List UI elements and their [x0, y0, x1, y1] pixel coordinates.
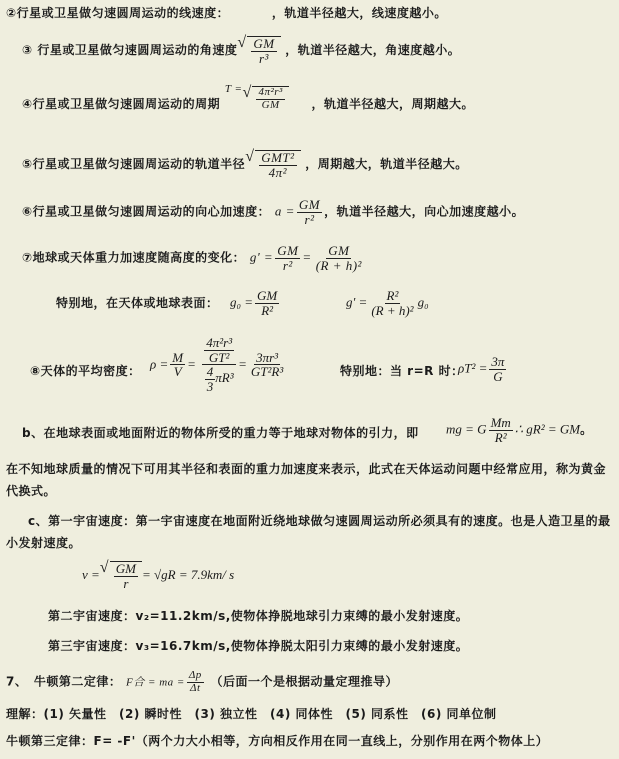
item-density-label: [30, 362, 141, 379]
item-conclusion: ，轨道半径越大，向心加速度越小。: [324, 204, 525, 219]
formula-numerator: GM: [257, 288, 278, 303]
formula-numerator: Mm: [490, 415, 511, 430]
item-text: 地球或天体重力加速度随高度的变化：: [32, 250, 246, 265]
item-gravity-height: [22, 244, 366, 272]
special-text: 特别地，在天体或地球表面：: [56, 296, 219, 310]
formula-denominator: (R + h)²: [315, 257, 362, 273]
item-centripetal-acceleration: [22, 198, 524, 226]
density-special-formula: [458, 355, 508, 383]
item-number: ③: [22, 43, 33, 58]
section-b-description: 在不知地球质量的情况下可用其半径和表面的重力加速度来表示，此式在天体运动问题中经常应用，称为黄金代换式。: [6, 462, 607, 498]
section-note: （后面一个是根据动量定理推导）: [210, 674, 398, 689]
formula-denominator: V: [173, 364, 182, 380]
formula-denominator: 4π²: [268, 164, 288, 180]
special-surface-formula-1: [230, 289, 281, 317]
formula-denominator: r²: [282, 257, 293, 273]
formula-denominator: r³: [259, 50, 269, 66]
formula-end: 。: [580, 422, 593, 437]
formula-denominator: (R + h)²: [371, 302, 414, 318]
formula-numerator: R²: [386, 288, 399, 303]
section-c-text: c、第一宇宙速度：第一宇宙速度在地面附近绕地球做匀速圆周运动所必须具有的速度。也是人造卫星的最小发射速度。: [6, 514, 611, 550]
item-number: ⑦: [22, 250, 33, 265]
formula-denominator: GT²R³: [250, 364, 284, 380]
item-conclusion: ，周期越大，轨道半径越大。: [305, 157, 468, 172]
formula-equals: =: [187, 356, 196, 372]
newton-third-law: 牛顿第三定律：F= -F'（两个力大小相等，方向相反作用在同一直线上，分别作用在两个物体上）: [6, 734, 549, 748]
item-number: ⑤: [22, 157, 33, 172]
item-number: ②: [6, 6, 17, 20]
formula-lhs: F合 = ma =: [126, 676, 185, 689]
item-linear-velocity: [6, 4, 447, 21]
formula-numerator: GM: [328, 243, 350, 258]
formula-lhs: ρT² =: [458, 360, 488, 376]
formula-denominator: GM: [261, 98, 280, 111]
section-b: [22, 424, 419, 441]
formula-lhs: a =: [274, 203, 295, 219]
second-cosmic-velocity: 第二宇宙速度：v₂=11.2km/s,使物体挣脱地球引力束缚的最小发射速度。: [48, 609, 469, 623]
formula-denominator: GT²: [208, 349, 230, 365]
formula-lhs: g' =: [346, 294, 368, 310]
density-special: [340, 362, 464, 379]
item-number: ⑧: [30, 364, 41, 378]
formula-result: = √gR = 7.9km/ s: [142, 567, 235, 583]
item-period: [22, 83, 475, 117]
special-surface: [56, 294, 219, 311]
item-orbit-radius: [22, 150, 468, 179]
special-surface-formula-2: [346, 289, 429, 317]
formula-numerator: √ GM: [115, 561, 137, 576]
formula-numerator: √ GM: [253, 36, 275, 51]
formula-lhs: g' =: [249, 249, 274, 265]
formula-numerator: √ 4π²r³: [258, 86, 283, 98]
formula-lhs: g₀ =: [230, 294, 254, 310]
item-text: 行星或卫星做匀速圆周运动的周期: [32, 97, 221, 112]
special-text: 特别地：当 r=R 时：: [340, 364, 464, 378]
formula-denominator: R²: [494, 429, 507, 445]
formula-result: ∴ gR² = GM: [514, 421, 581, 437]
formula-denominator: 3: [206, 378, 214, 394]
formula-numerator: GM: [298, 197, 321, 212]
item-conclusion: ，轨道半径越大，线速度越小。: [271, 6, 447, 20]
item-text: 行星或卫星做匀速圆周运动的轨道半径: [32, 157, 246, 172]
formula-numerator: Δp: [188, 669, 202, 681]
item-conclusion: ，轨道半径越大，角速度越小。: [285, 43, 461, 58]
item-number: ⑥: [22, 204, 33, 219]
item-text: 天体的平均密度：: [40, 364, 141, 378]
item-number: ④: [22, 97, 33, 112]
formula-tail: g₀: [417, 294, 429, 310]
formula-numerator: M: [172, 349, 184, 365]
first-cosmic-velocity-formula: [82, 561, 234, 590]
section-b-text: b、在地球表面或地面附近的物体所受的重力等于地球对物体的引力，即: [22, 426, 419, 440]
formula-equals: =: [302, 249, 312, 265]
formula-denominator: r: [123, 575, 129, 591]
third-cosmic-velocity: 第三宇宙速度：v₃=16.7km/s,使物体挣脱太阳引力束缚的最小发射速度。: [48, 639, 469, 653]
formula-numerator: GM: [277, 243, 299, 258]
density-formula: [150, 336, 287, 394]
formula-numerator: 4: [206, 364, 214, 380]
formula-denominator: G: [493, 368, 503, 384]
formula-lhs: v =: [82, 567, 100, 583]
formula-lhs: ρ =: [150, 356, 169, 372]
item-conclusion: ，轨道半径越大，周期越大。: [311, 97, 475, 112]
formula-lhs: mg = G: [446, 421, 487, 437]
understanding-list: 理解：(1) 矢量性 (2) 瞬时性 (3) 独立性 (4) 同体性 (5) 同系性 (6) 同单位制: [6, 707, 497, 721]
formula-denominator: R²: [261, 302, 274, 318]
formula-factor: πR³: [215, 370, 234, 386]
formula-denominator: r²: [304, 211, 315, 227]
item-text: 行星或卫星做匀速圆周运动的角速度: [37, 43, 238, 58]
newton-second-law: [6, 670, 398, 694]
formula-numerator: 3πr³: [256, 349, 279, 365]
formula-lhs: T =: [224, 83, 243, 96]
formula-numerator: 4π²r³: [206, 335, 233, 350]
item-text: 行星或卫星做匀速圆周运动的线速度：: [16, 6, 230, 20]
section-title: 7、 牛顿第二定律：: [6, 674, 122, 689]
section-b-formula: [446, 416, 593, 444]
formula-equals: =: [238, 356, 247, 372]
formula-numerator: 3π: [491, 354, 505, 369]
formula-numerator: √ GMT²: [261, 150, 295, 165]
formula-denominator: Δt: [190, 681, 201, 694]
item-angular-velocity: [22, 36, 460, 65]
item-text: 行星或卫星做匀速圆周运动的向心加速度：: [32, 204, 271, 219]
